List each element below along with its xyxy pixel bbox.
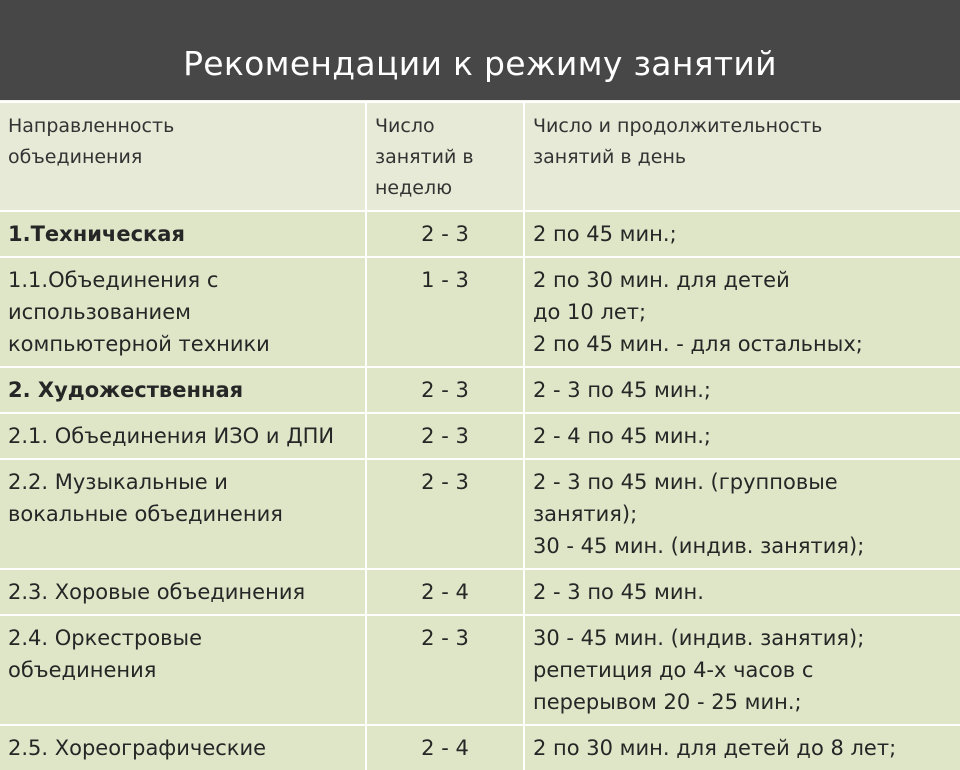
schedule-table [0,101,960,770]
cell-direction: 2.4. Оркестровые объединения [0,615,366,725]
cell-per-day: 2 - 3 по 45 мин. (групповые занятия); 30 - 45 мин. (индив. занятия); [524,459,960,569]
title-bar [0,0,960,100]
cell-per-day: 2 по 45 мин.; [524,211,960,257]
table-row [0,725,960,770]
cell-per-week: 1 - 3 [366,257,524,367]
table-row [0,413,960,459]
cell-per-day: 2 - 4 по 45 мин.; [524,413,960,459]
table-row [0,257,960,367]
header-per-day: Число и продолжительность занятий в день [524,102,960,211]
cell-per-day: 30 - 45 мин. (индив. занятия); репетиция до 4-х часов с перерывом 20 - 25 мин.; [524,615,960,725]
cell-direction: 2.1. Объединения ИЗО и ДПИ [0,413,366,459]
table-row [0,367,960,413]
cell-direction: 2. Художественная [0,367,366,413]
cell-per-week: 2 - 4 [366,569,524,615]
cell-direction: 1.1.Объединения с использованием компьютерной техники [0,257,366,367]
cell-direction: 2.3. Хоровые объединения [0,569,366,615]
cell-per-week: 2 - 3 [366,367,524,413]
cell-per-week: 2 - 3 [366,413,524,459]
header-per-week: Число занятий в неделю [366,102,524,211]
cell-per-week: 2 - 4 [366,725,524,770]
cell-direction: 1.Техническая [0,211,366,257]
table-row [0,569,960,615]
cell-per-day: 2 - 3 по 45 мин. [524,569,960,615]
header-direction: Направленность объединения [0,102,366,211]
table-row [0,615,960,725]
cell-per-week: 2 - 3 [366,211,524,257]
table-header-row [0,102,960,211]
cell-direction: 2.2. Музыкальные и вокальные объединения [0,459,366,569]
cell-per-day: 2 по 30 мин. для детей до 8 лет; [524,725,960,770]
table-row [0,459,960,569]
slide-title: Рекомендации к режиму занятий [183,44,777,83]
cell-direction: 2.5. Хореографические [0,725,366,770]
cell-per-day: 2 - 3 по 45 мин.; [524,367,960,413]
cell-per-week: 2 - 3 [366,615,524,725]
table-row [0,211,960,257]
cell-per-week: 2 - 3 [366,459,524,569]
cell-per-day: 2 по 30 мин. для детей до 10 лет; 2 по 45 мин. - для остальных; [524,257,960,367]
